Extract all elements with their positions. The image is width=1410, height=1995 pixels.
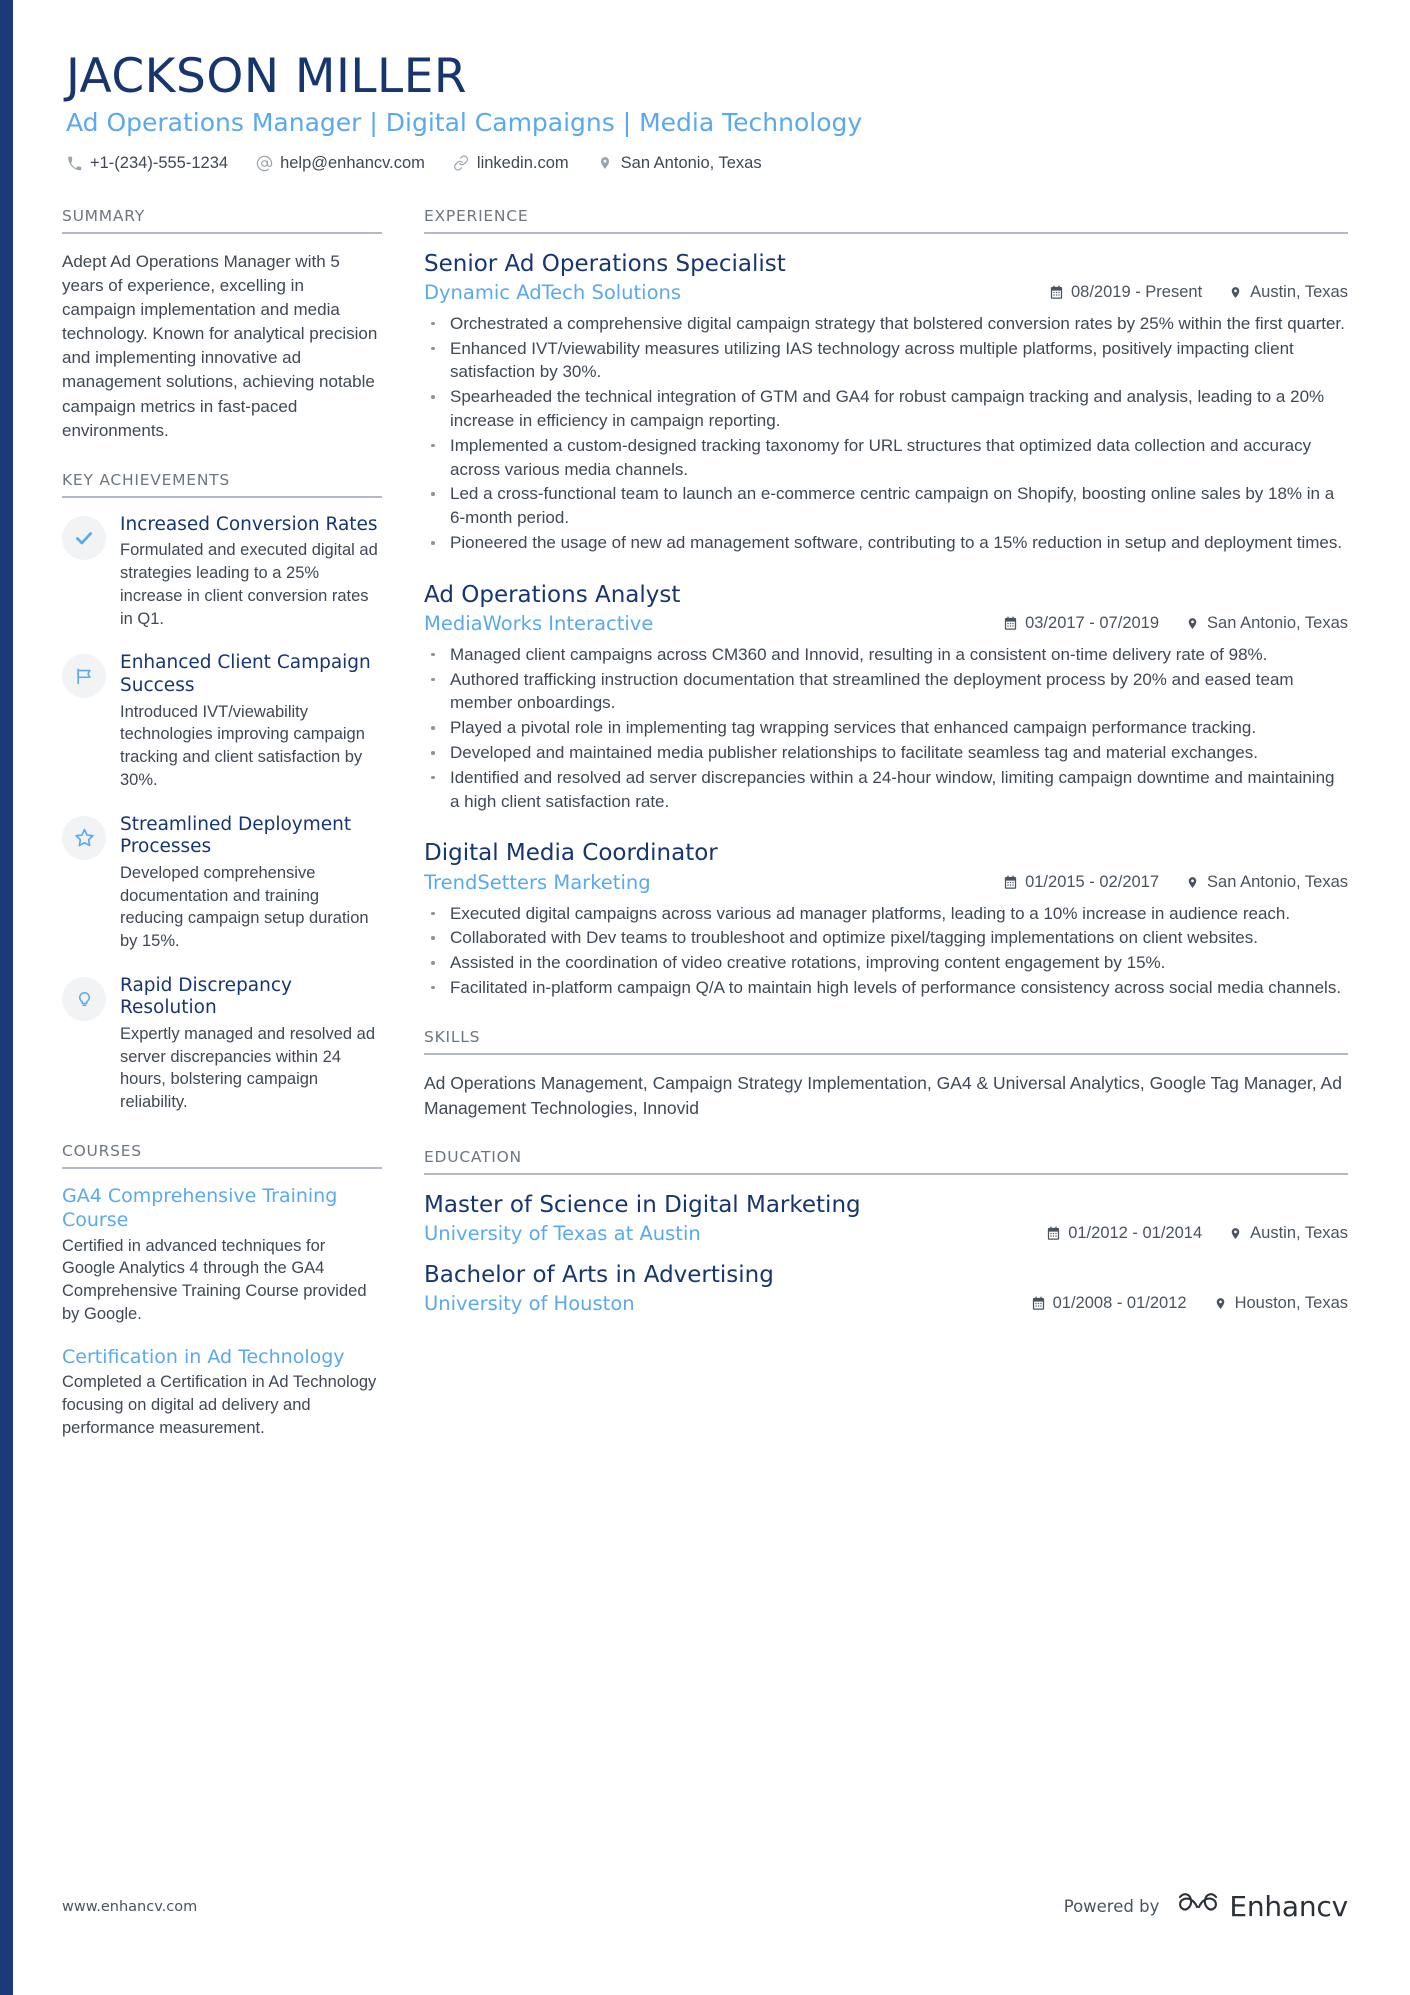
skills-text: Ad Operations Management, Campaign Strategy Implementation, GA4 & Universal Analytics, Google Tag Manager, Ad Management Technologies, Innovid — [424, 1072, 1342, 1118]
right-column — [424, 207, 1348, 1344]
contact-location-text: San Antonio, Texas — [620, 153, 762, 172]
section-summary — [62, 207, 382, 443]
section-experience — [424, 207, 1348, 1000]
contact-email-text: help@enhancv.com — [280, 153, 425, 172]
job-dates — [1049, 283, 1202, 302]
job-bullet: Pioneered the usage of new ad management software, contributing to a 15% reduction in setup and deployment times. — [424, 531, 1348, 555]
summary-text: Adept Ad Operations Manager with 5 years of experience, excelling in campaign implementation and media technology. Known for analytical precision and implementing innovative ad management solutions, achieving notable campaign metrics in fast-paced environments. — [62, 251, 378, 440]
contact-phone — [66, 154, 228, 173]
education-degree: Master of Science in Digital Marketing — [424, 1192, 861, 1219]
achievement-icon-chip — [62, 977, 106, 1021]
achievement-icon-chip — [62, 516, 106, 560]
left-column — [62, 207, 382, 1468]
job-location — [1185, 614, 1348, 633]
achievement-description: Formulated and executed digital ad strategies leading to a 25% increase in client conversion rates in Q1. — [120, 541, 378, 628]
resume-body — [62, 207, 1348, 1468]
star-icon — [74, 827, 95, 848]
check-icon — [74, 528, 94, 548]
contact-linkedin — [453, 154, 569, 173]
job-title: Digital Media Coordinator — [424, 840, 718, 867]
page-title: JACKSON MILLER — [66, 49, 468, 104]
achievement-icon-chip — [62, 654, 106, 698]
job-dates — [1003, 873, 1159, 892]
achievement-body — [120, 814, 382, 953]
enhancv-mark-icon — [1177, 1890, 1219, 1923]
job-bullet: Played a pivotal role in implementing tag wrapping services that enhanced campaign performance tracking. — [424, 716, 1348, 740]
job-bullet-list — [424, 643, 1348, 814]
job-bullet: Led a cross-functional team to launch an e-commerce centric campaign on Shopify, boosting online sales by 18% in a 6-month period. — [424, 482, 1348, 530]
enhancv-logo — [1177, 1890, 1348, 1923]
job-bullet: Executed digital campaigns across various ad manager platforms, leading to a 10% increase in audience reach. — [424, 902, 1348, 926]
course-title: GA4 Comprehensive Training Course — [62, 1185, 338, 1231]
education-item — [424, 1261, 1348, 1315]
education-location-text: Houston, Texas — [1234, 1294, 1348, 1313]
at-email-icon — [256, 155, 273, 172]
course-title: Certification in Ad Technology — [62, 1345, 345, 1368]
calendar-icon — [1003, 615, 1018, 631]
job-bullet: Identified and resolved ad server discrepancies within a 24-hour window, limiting campaign downtime and maintaining a high client satisfaction rate. — [424, 766, 1348, 814]
job-dates — [1003, 614, 1159, 633]
job-company: Dynamic AdTech Solutions — [424, 280, 682, 304]
contact-row — [66, 154, 1348, 173]
achievement-title: Rapid Discrepancy Resolution — [120, 974, 292, 1019]
achievement-body — [120, 975, 382, 1114]
education-dates-text: 01/2008 - 01/2012 — [1052, 1294, 1187, 1313]
job-meta-row — [424, 871, 1348, 894]
job-title: Ad Operations Analyst — [424, 581, 681, 608]
achievement-icon-chip — [62, 816, 106, 860]
education-degree: Bachelor of Arts in Advertising — [424, 1262, 774, 1289]
left-accent-bar — [0, 0, 13, 1995]
experience-item — [424, 839, 1348, 999]
job-bullet: Authored trafficking instruction documentation that streamlined the deployment process by 20% and eased team member onboardings. — [424, 668, 1348, 716]
education-dates-text: 01/2012 - 01/2014 — [1068, 1224, 1203, 1243]
education-location-text: Austin, Texas — [1250, 1224, 1348, 1243]
link-icon — [453, 155, 470, 172]
education-school: University of Texas at Austin — [424, 1222, 701, 1246]
job-bullet-list — [424, 902, 1348, 1000]
contact-location — [597, 154, 762, 173]
location-pin-icon — [1185, 615, 1200, 631]
achievement-body — [120, 652, 382, 791]
job-bullet: Enhanced IVT/viewability measures utilizing IAS technology across multiple platforms, positively impacting client satisfaction by 30%. — [424, 337, 1348, 385]
achievement-item — [62, 652, 382, 791]
job-company: MediaWorks Interactive — [424, 611, 654, 635]
location-pin-icon — [1228, 1226, 1243, 1242]
education-school: University of Houston — [424, 1292, 635, 1316]
section-title-summary: SUMMARY — [62, 207, 382, 234]
section-education — [424, 1148, 1348, 1315]
job-bullet: Assisted in the coordination of video creative rotations, improving content engagement by 15%. — [424, 951, 1348, 975]
job-bullet: Facilitated in-platform campaign Q/A to maintain high levels of performance consistency across social media channels. — [424, 976, 1348, 1000]
achievement-description: Introduced IVT/viewability technologies improving campaign tracking and client satisfaction by 30%. — [120, 702, 365, 789]
job-bullet: Orchestrated a comprehensive digital campaign strategy that bolstered conversion rates by 25% within the first quarter. — [424, 312, 1348, 336]
resume-header — [62, 49, 1348, 173]
job-bullet-list — [424, 312, 1348, 555]
job-bullet: Collaborated with Dev teams to troubleshoot and optimize pixel/tagging implementations on client websites. — [424, 926, 1348, 950]
contact-linkedin-text: linkedin.com — [476, 153, 569, 172]
job-dates-text: 03/2017 - 07/2019 — [1025, 613, 1160, 632]
achievement-title: Enhanced Client Campaign Success — [120, 652, 371, 696]
job-bullet: Spearheaded the technical integration of GTM and GA4 for robust campaign tracking and analysis, leading to a 20% increase in efficiency in campaign reporting. — [424, 385, 1348, 433]
location-pin-icon — [1213, 1296, 1228, 1312]
section-title-skills: SKILLS — [424, 1028, 1348, 1055]
achievement-item — [62, 814, 382, 953]
course-item — [62, 1185, 382, 1326]
section-courses — [62, 1142, 382, 1440]
job-meta-row — [424, 281, 1348, 304]
experience-item — [424, 581, 1348, 814]
experience-item — [424, 250, 1348, 555]
education-dates — [1046, 1224, 1202, 1243]
job-title: Senior Ad Operations Specialist — [424, 250, 786, 277]
lightbulb-icon — [75, 989, 94, 1008]
job-location — [1185, 873, 1348, 892]
achievement-title: Increased Conversion Rates — [120, 513, 378, 535]
achievement-description: Expertly managed and resolved ad server discrepancies within 24 hours, bolstering campaign reliability. — [120, 1024, 375, 1112]
section-title-education: EDUCATION — [424, 1148, 1348, 1175]
achievement-title: Streamlined Deployment Processes — [120, 813, 352, 858]
job-dates-text: 08/2019 - Present — [1070, 282, 1203, 301]
flag-icon — [74, 666, 94, 686]
job-meta-row — [424, 612, 1348, 635]
calendar-icon — [1049, 284, 1064, 300]
course-description: Completed a Certification in Ad Technology focusing on digital ad delivery and performance measurement. — [62, 1373, 377, 1437]
achievement-item — [62, 975, 382, 1114]
course-description: Certified in advanced techniques for Google Analytics 4 through the GA4 Comprehensive Training Course provided by Google. — [62, 1236, 367, 1323]
contact-email — [256, 154, 425, 173]
achievement-item — [62, 514, 382, 631]
calendar-icon — [1046, 1226, 1061, 1242]
page-footer — [62, 1890, 1348, 1923]
course-item — [62, 1346, 382, 1440]
section-title-experience: EXPERIENCE — [424, 207, 1348, 234]
job-bullet: Developed and maintained media publisher relationships to facilitate seamless tag and material exchanges. — [424, 741, 1348, 765]
calendar-icon — [1031, 1296, 1046, 1312]
footer-branding — [1064, 1890, 1348, 1923]
job-location-text: San Antonio, Texas — [1207, 872, 1348, 891]
achievement-description: Developed comprehensive documentation and training reducing campaign setup duration by 15%. — [120, 863, 369, 951]
section-key-achievements — [62, 471, 382, 1114]
job-bullet: Managed client campaigns across CM360 and Innovid, resulting in a consistent on-time delivery rate of 98%. — [424, 643, 1348, 667]
location-pin-icon — [597, 155, 614, 172]
section-title-key-achievements: KEY ACHIEVEMENTS — [62, 471, 382, 498]
calendar-icon — [1003, 874, 1018, 890]
job-location — [1228, 283, 1348, 302]
job-bullet: Implemented a custom-designed tracking taxonomy for URL structures that optimized data collection and accuracy across various media channels. — [424, 434, 1348, 482]
location-pin-icon — [1228, 284, 1243, 300]
education-item — [424, 1191, 1348, 1245]
phone-icon — [66, 155, 83, 172]
job-dates-text: 01/2015 - 02/2017 — [1025, 872, 1160, 891]
job-location-text: Austin, Texas — [1250, 282, 1348, 301]
achievement-body — [120, 514, 382, 631]
location-pin-icon — [1185, 874, 1200, 890]
education-location — [1228, 1224, 1348, 1243]
section-title-courses: COURSES — [62, 1142, 382, 1169]
job-location-text: San Antonio, Texas — [1207, 613, 1348, 632]
education-dates — [1031, 1294, 1187, 1313]
contact-phone-text: +1-(234)-555-1234 — [90, 153, 229, 172]
job-company: TrendSetters Marketing — [424, 870, 651, 894]
education-location — [1213, 1294, 1348, 1313]
professional-headline: Ad Operations Manager | Digital Campaigns | Media Technology — [66, 107, 863, 137]
education-meta-row — [424, 1222, 1348, 1245]
enhancv-wordmark: Enhancv — [1229, 1890, 1348, 1923]
education-meta-row — [424, 1292, 1348, 1315]
section-skills — [424, 1028, 1348, 1121]
powered-by-label: Powered by — [1063, 1897, 1160, 1916]
footer-website-url: www.enhancv.com — [62, 1898, 198, 1915]
